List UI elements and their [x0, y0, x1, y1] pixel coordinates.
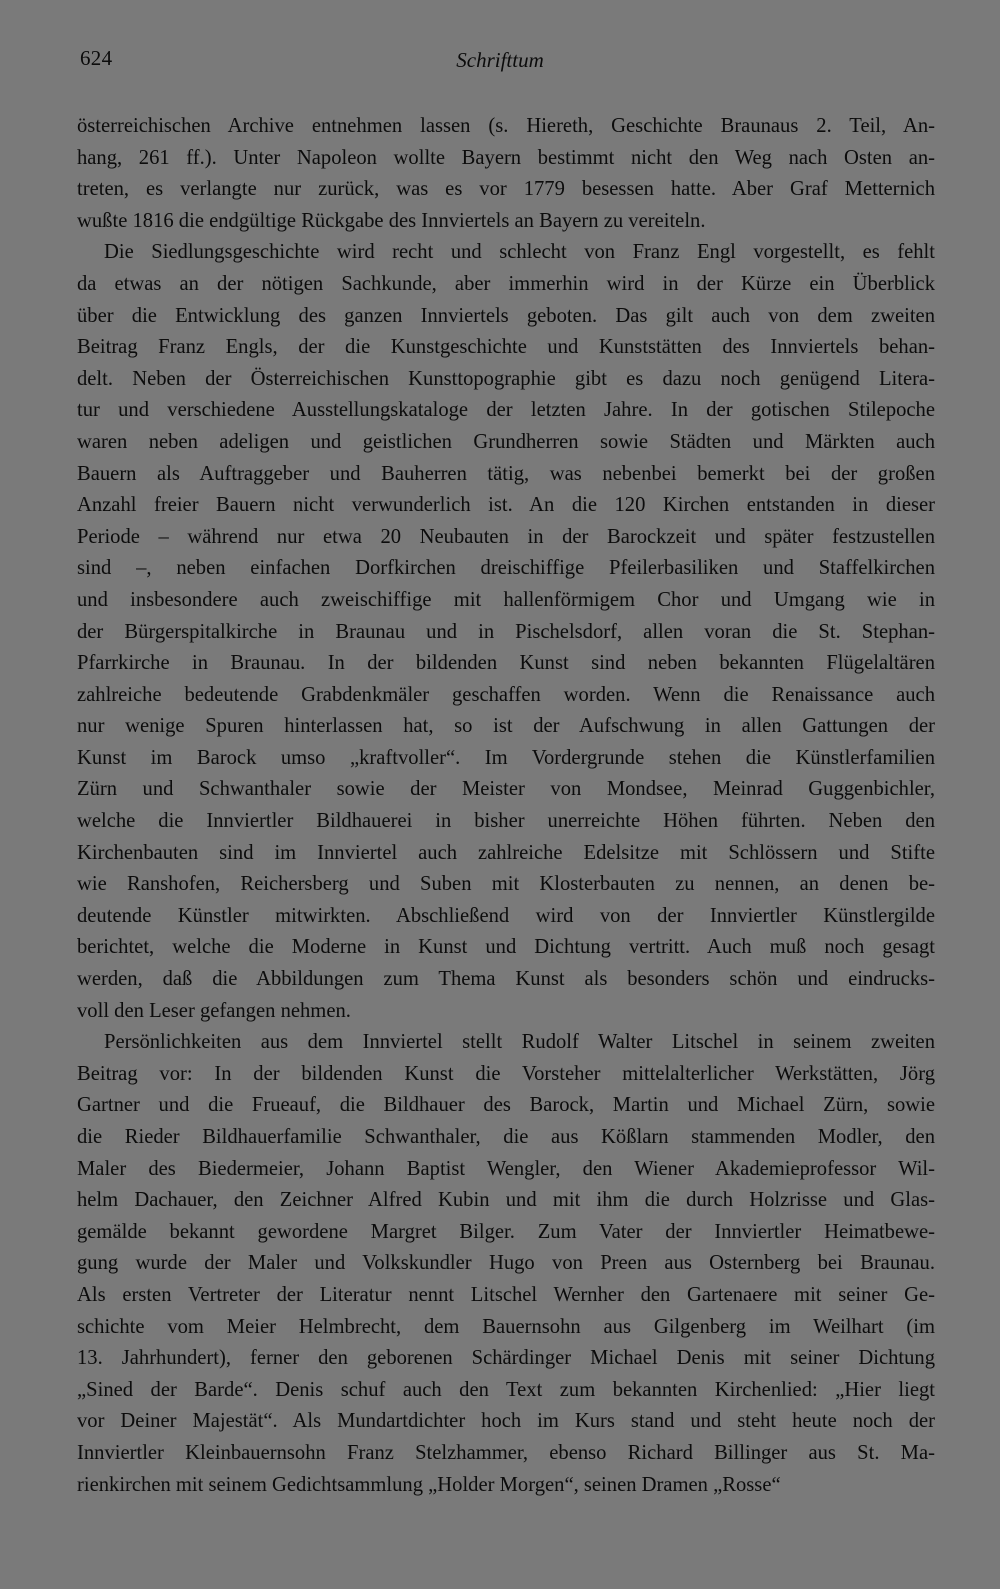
text-line: da etwas an der nötigen Sachkunde, aber immerhin wird in der Kürze ein Überblick	[77, 272, 935, 295]
text-line: Beitrag Franz Engls, der die Kunstgeschichte und Kunststätten des Innviertels behan-	[77, 336, 935, 359]
text-line: Persönlichkeiten aus dem Innviertel stellt Rudolf Walter Litschel in seinem zweiten	[104, 1031, 935, 1054]
text-line: rienkirchen mit seinem Gedichtsammlung „Holder Morgen“, seinen Dramen „Rosse“	[77, 1473, 781, 1496]
text-line: berichtet, welche die Moderne in Kunst und Dichtung vertritt. Auch muß noch gesagt	[77, 936, 935, 959]
text-line: „Sined der Barde“. Denis schuf auch den Text zum bekannten Kirchenlied: „Hier liegt	[77, 1378, 935, 1401]
text-line: der Bürgerspitalkirche in Braunau und in Pischelsdorf, allen voran die St. Stephan-	[77, 620, 935, 643]
text-line: helm Dachauer, den Zeichner Alfred Kubin und mit ihm die durch Holzrisse und Glas-	[77, 1189, 935, 1212]
paragraph	[77, 111, 935, 237]
text-line: Pfarrkirche in Braunau. In der bildenden Kunst sind neben bekannten Flügelaltären	[77, 652, 935, 675]
text-line: schichte vom Meier Helmbrecht, dem Bauernsohn aus Gilgenberg im Weilhart (im	[77, 1315, 935, 1338]
text-line: Anzahl freier Bauern nicht verwunderlich ist. An die 120 Kirchen entstanden in dieser	[77, 494, 935, 517]
text-line: Innviertler Kleinbauernsohn Franz Stelzhammer, ebenso Richard Billinger aus St. Ma-	[77, 1441, 935, 1464]
text-line: treten, es verlangte nur zurück, was es vor 1779 besessen hatte. Aber Graf Metternich	[77, 178, 935, 201]
text-line: Maler des Biedermeier, Johann Baptist Wengler, den Wiener Akademieprofessor Wil-	[77, 1157, 935, 1180]
text-line: wie Ranshofen, Reichersberg und Suben mit Klosterbauten zu nennen, an denen be-	[77, 873, 935, 896]
text-line: vor Deiner Majestät“. Als Mundartdichter hoch im Kurs stand und steht heute noch der	[77, 1410, 935, 1433]
text-line: tur und verschiedene Ausstellungskataloge der letzten Jahre. In der gotischen Stilepoche	[77, 399, 935, 422]
text-line: Kunst im Barock umso „kraftvoller“. Im Vordergrunde stehen die Künstlerfamilien	[77, 746, 935, 769]
paragraph	[77, 1027, 935, 1501]
text-line: sind –, neben einfachen Dorfkirchen dreischiffige Pfeilerbasiliken und Staffelkirchen	[77, 557, 935, 580]
text-line: Kirchenbauten sind im Innviertel auch zahlreiche Edelsitze mit Schlössern und Stifte	[77, 841, 935, 864]
text-line: die Rieder Bildhauerfamilie Schwanthaler, die aus Kößlarn stammenden Modler, den	[77, 1126, 935, 1148]
text-line: Als ersten Vertreter der Literatur nennt Litschel Wernher den Gartenaere mit seiner Ge-	[77, 1283, 935, 1306]
text-line: zahlreiche bedeutende Grabdenkmäler geschaffen worden. Wenn die Renaissance auch	[77, 683, 935, 706]
text-line: gemälde bekannt gewordene Margret Bilger. Zum Vater der Innviertler Heimatbewe-	[77, 1220, 935, 1243]
page-number: 624	[80, 46, 113, 70]
text-line: nur wenige Spuren hinterlassen hat, so ist der Aufschwung in allen Gattungen der	[77, 715, 935, 738]
paragraph	[77, 237, 935, 1027]
text-line: voll den Leser gefangen nehmen.	[77, 999, 351, 1022]
text-line: österreichischen Archive entnehmen lassen (s. Hiereth, Geschichte Braunaus 2. Teil, An-	[77, 115, 935, 137]
text-line: Periode – während nur etwa 20 Neubauten in der Barockzeit und später festzustellen	[77, 525, 935, 548]
text-line: gung wurde der Maler und Volkskundler Hugo von Preen aus Osternberg bei Braunau.	[77, 1252, 935, 1275]
text-line: Gartner und die Frueauf, die Bildhauer des Barock, Martin und Michael Zürn, sowie	[77, 1094, 935, 1117]
text-line: 13. Jahrhundert), ferner den geborenen Schärdinger Michael Denis mit seiner Dichtung	[77, 1347, 935, 1370]
running-title: Schrifttum	[456, 48, 544, 72]
text-line: wußte 1816 die endgültige Rückgabe des Innviertels an Bayern zu vereiteln.	[77, 209, 706, 232]
text-line: über die Entwicklung des ganzen Innviertels geboten. Das gilt auch von dem zweiten	[77, 304, 935, 327]
text-line: Bauern als Auftraggeber und Bauherren tätig, was nebenbei bemerkt bei der großen	[77, 462, 935, 485]
text-line: Beitrag vor: In der bildenden Kunst die Vorsteher mittelalterlicher Werkstätten, Jörg	[77, 1062, 935, 1085]
text-line: deutende Künstler mitwirkten. Abschließend wird von der Innviertler Künstlergilde	[77, 904, 935, 927]
text-line: hang, 261 ff.). Unter Napoleon wollte Bayern bestimmt nicht den Weg nach Osten an-	[77, 146, 935, 169]
text-line: welche die Innviertler Bildhauerei in bisher unerreichte Höhen führten. Neben den	[77, 810, 935, 833]
text-line: Zürn und Schwanthaler sowie der Meister von Mondsee, Meinrad Guggenbichler,	[77, 778, 935, 801]
body-text	[77, 111, 935, 1501]
text-line: Die Siedlungsgeschichte wird recht und schlecht von Franz Engl vorgestellt, es fehlt	[104, 241, 935, 264]
text-line: waren neben adeligen und geistlichen Grundherren sowie Städten und Märkten auch	[77, 430, 935, 453]
text-line: und insbesondere auch zweischiffige mit hallenförmigem Chor und Umgang wie in	[77, 588, 935, 611]
text-line: werden, daß die Abbildungen zum Thema Kunst als besonders schön und eindrucks-	[77, 968, 935, 991]
text-line: delt. Neben der Österreichischen Kunsttopographie gibt es dazu noch genügend Litera-	[77, 367, 935, 390]
